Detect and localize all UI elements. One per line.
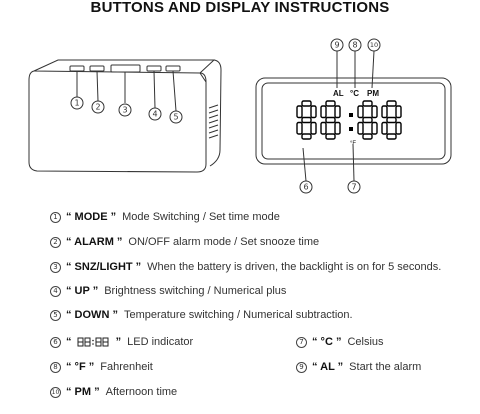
item-description: Celsius [347, 336, 384, 348]
quote-open: “ [66, 336, 72, 348]
display-panel-illustration [256, 39, 451, 193]
digit-3-segment-b [372, 106, 377, 118]
digit-1-segment-b [311, 106, 316, 118]
callout-4 [149, 108, 161, 120]
item-number: 8 [50, 362, 61, 373]
product-diagram [0, 0, 480, 200]
item-description: When the battery is driven, the backlight is on for 5 seconds. [147, 261, 442, 273]
mode-button-shape [70, 66, 84, 71]
digit-4-segment-g [387, 118, 396, 123]
colon-dot-1 [349, 113, 353, 117]
pm-indicator-label: PM [367, 89, 379, 98]
snz-light-button-shape [111, 65, 140, 72]
item-key: “ SNZ/LIGHT ” [66, 261, 142, 273]
digit-4-segment-a [387, 101, 396, 106]
list-item [50, 383, 177, 401]
list-item [50, 258, 441, 276]
item-description: Brightness switching / Numerical plus [104, 285, 287, 297]
svg-text:9: 9 [334, 40, 340, 50]
list-item [296, 358, 421, 376]
callout-3 [119, 104, 131, 116]
digit-2-segment-f [321, 106, 326, 118]
item-number: 4 [50, 286, 61, 297]
list-item [50, 333, 193, 351]
svg-text:4: 4 [152, 109, 158, 119]
digit-1-segment-e [297, 123, 302, 135]
svg-text:7: 7 [351, 182, 357, 192]
page-title: BUTTONS AND DISPLAY INSTRUCTIONS [90, 0, 390, 16]
led-digits [297, 101, 401, 139]
list-item [50, 282, 286, 300]
digit-3-segment-f [358, 106, 363, 118]
svg-text:1: 1 [74, 98, 80, 108]
digit-1-segment-g [302, 118, 311, 123]
list-item [296, 333, 384, 351]
item-description: ON/OFF alarm mode / Set snooze time [128, 236, 320, 248]
callout-8 [349, 39, 361, 51]
fahrenheit-indicator-label: °F [350, 141, 357, 147]
list-item [50, 208, 280, 226]
svg-text:5: 5 [173, 112, 179, 122]
item-description: Start the alarm [349, 361, 422, 373]
digit-4-segment-d [387, 134, 396, 139]
digit-4-segment-c [396, 123, 401, 135]
callout-6 [300, 181, 312, 193]
item-number: 10 [51, 388, 60, 396]
svg-text:10: 10 [369, 41, 379, 49]
colon-dot-2 [349, 127, 353, 131]
digit-1-segment-d [302, 134, 311, 139]
digit-2-segment-e [321, 123, 326, 135]
list-item [50, 233, 319, 251]
svg-text:6: 6 [303, 182, 309, 192]
alarm-button-shape [90, 66, 104, 71]
item-key: “ UP ” [66, 285, 99, 297]
led-digits-icon [77, 337, 111, 348]
callout-7 [348, 181, 360, 193]
clock-body-illustration [29, 60, 221, 172]
callout-9 [331, 39, 343, 51]
item-key: “ PM ” [66, 386, 100, 398]
svg-text:8: 8 [352, 40, 358, 50]
item-number: 2 [50, 237, 61, 248]
digit-2-segment-a [326, 101, 335, 106]
item-number: 6 [50, 337, 61, 348]
item-description: Mode Switching / Set time mode [122, 211, 280, 223]
item-key: “ DOWN ” [66, 309, 118, 321]
item-key: “ AL ” [312, 361, 344, 373]
item-description: Temperature switching / Numerical subtraction. [123, 309, 353, 321]
celsius-indicator-label: °C [350, 89, 359, 98]
side-vents [209, 105, 218, 138]
digit-3-segment-a [363, 101, 372, 106]
item-number: 1 [50, 212, 61, 223]
down-button-shape [166, 66, 180, 71]
digit-3-segment-e [358, 123, 363, 135]
item-description: Fahrenheit [100, 361, 153, 373]
item-number: 5 [50, 310, 61, 321]
item-number: 3 [50, 262, 61, 273]
item-key: “ ALARM ” [66, 236, 123, 248]
item-number: 9 [296, 362, 307, 373]
al-indicator-label: AL [333, 89, 344, 98]
digit-4-segment-f [382, 106, 387, 118]
digit-1-segment-c [311, 123, 316, 135]
item-key: “ MODE ” [66, 211, 117, 223]
item-key: “ °C ” [312, 336, 342, 348]
digit-3-segment-c [372, 123, 377, 135]
up-button-shape [147, 66, 161, 71]
list-item [50, 306, 353, 324]
digit-4-segment-e [382, 123, 387, 135]
item-description: Afternoon time [105, 386, 178, 398]
quote-close: ” [115, 336, 122, 348]
list-item [50, 358, 153, 376]
digit-1-segment-a [302, 101, 311, 106]
callout-2 [92, 101, 104, 113]
digit-3-segment-d [363, 134, 372, 139]
digit-2-segment-d [326, 134, 335, 139]
callout-5 [170, 111, 182, 123]
digit-3-segment-g [363, 118, 372, 123]
item-number: 7 [296, 337, 307, 348]
item-key: “ °F ” [66, 361, 95, 373]
digit-4-segment-b [396, 106, 401, 118]
item-description: LED indicator [127, 336, 194, 348]
digit-2-segment-c [335, 123, 340, 135]
digit-2-segment-g [326, 118, 335, 123]
callout-1 [71, 97, 83, 109]
svg-text:2: 2 [95, 102, 101, 112]
digit-1-segment-f [297, 106, 302, 118]
item-key [66, 336, 121, 348]
digit-2-segment-b [335, 106, 340, 118]
svg-text:3: 3 [122, 105, 128, 115]
callout-10 [368, 39, 380, 51]
